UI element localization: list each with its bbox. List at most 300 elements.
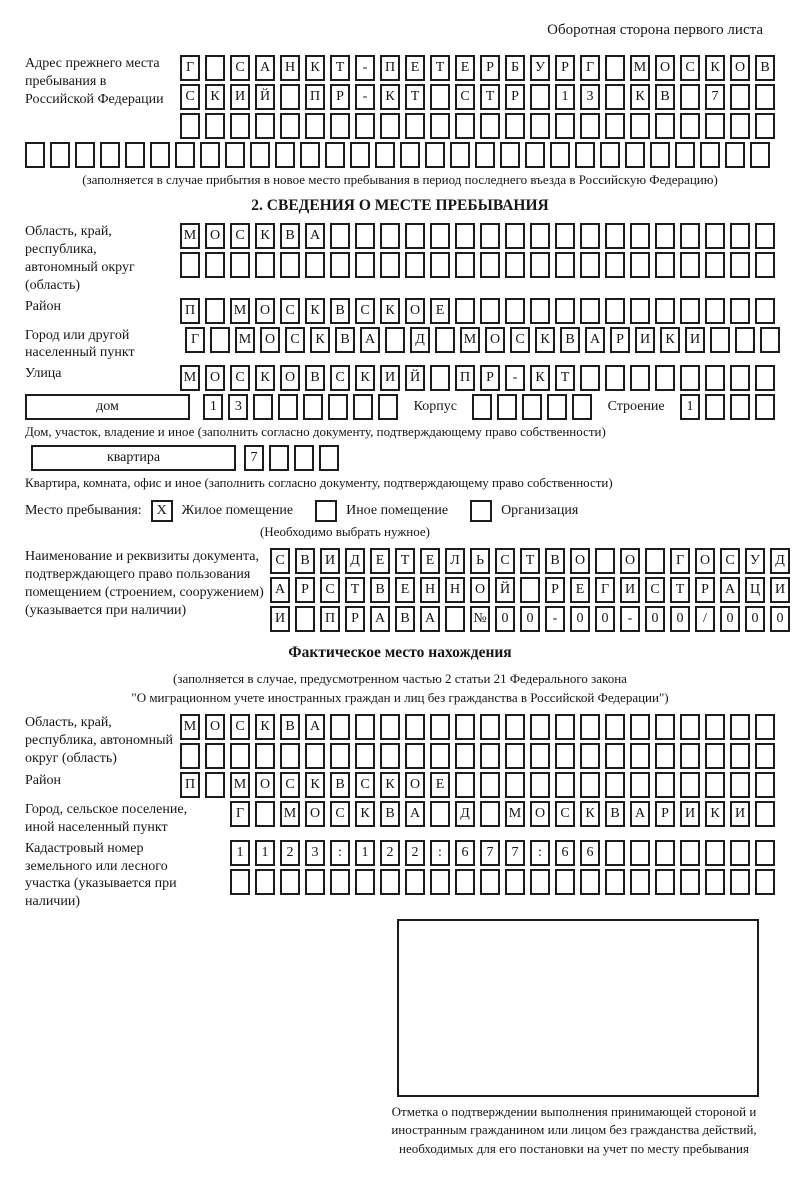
char-cell[interactable]: В: [395, 606, 415, 632]
char-cell[interactable]: [605, 714, 625, 740]
char-cell[interactable]: К: [535, 327, 555, 353]
char-cell[interactable]: [730, 869, 750, 895]
char-cell[interactable]: Г: [595, 577, 615, 603]
char-cell[interactable]: [205, 772, 225, 798]
char-cell[interactable]: [125, 142, 145, 168]
char-cell[interactable]: [230, 743, 250, 769]
char-cell[interactable]: К: [305, 772, 325, 798]
char-cell[interactable]: 3: [228, 394, 248, 420]
char-cell[interactable]: 0: [520, 606, 540, 632]
char-cell[interactable]: [555, 113, 575, 139]
char-cell[interactable]: [680, 743, 700, 769]
char-cell[interactable]: [595, 548, 615, 574]
char-cell[interactable]: Б: [505, 55, 525, 81]
char-cell[interactable]: -: [355, 84, 375, 110]
char-cell[interactable]: С: [645, 577, 665, 603]
char-cell[interactable]: И: [730, 801, 750, 827]
char-cell[interactable]: О: [205, 223, 225, 249]
char-cell[interactable]: [353, 394, 373, 420]
char-cell[interactable]: [455, 298, 475, 324]
char-cell[interactable]: Е: [405, 55, 425, 81]
char-cell[interactable]: [405, 714, 425, 740]
char-cell[interactable]: -: [620, 606, 640, 632]
char-cell[interactable]: [730, 252, 750, 278]
char-cell[interactable]: [680, 113, 700, 139]
char-cell[interactable]: 0: [595, 606, 615, 632]
char-cell[interactable]: [580, 714, 600, 740]
char-cell[interactable]: 6: [580, 840, 600, 866]
zhiloe-checkbox[interactable]: X: [151, 500, 173, 522]
char-cell[interactable]: 0: [495, 606, 515, 632]
char-cell[interactable]: [505, 869, 525, 895]
char-cell[interactable]: [580, 223, 600, 249]
char-cell[interactable]: 0: [745, 606, 765, 632]
char-cell[interactable]: С: [230, 714, 250, 740]
char-cell[interactable]: 0: [770, 606, 790, 632]
char-cell[interactable]: Т: [555, 365, 575, 391]
char-cell[interactable]: 6: [555, 840, 575, 866]
char-cell[interactable]: [730, 394, 750, 420]
char-cell[interactable]: Й: [255, 84, 275, 110]
char-cell[interactable]: С: [330, 801, 350, 827]
char-cell[interactable]: [530, 298, 550, 324]
char-cell[interactable]: Р: [330, 84, 350, 110]
char-cell[interactable]: [555, 252, 575, 278]
char-cell[interactable]: В: [330, 298, 350, 324]
char-cell[interactable]: О: [570, 548, 590, 574]
char-cell[interactable]: Т: [345, 577, 365, 603]
char-cell[interactable]: [705, 298, 725, 324]
char-cell[interactable]: [605, 840, 625, 866]
char-cell[interactable]: [280, 252, 300, 278]
char-cell[interactable]: К: [255, 223, 275, 249]
char-cell[interactable]: [700, 142, 720, 168]
char-cell[interactable]: [505, 113, 525, 139]
char-cell[interactable]: [430, 84, 450, 110]
char-cell[interactable]: [605, 772, 625, 798]
char-cell[interactable]: 0: [720, 606, 740, 632]
char-cell[interactable]: [680, 840, 700, 866]
char-cell[interactable]: Ц: [745, 577, 765, 603]
char-cell[interactable]: 2: [405, 840, 425, 866]
char-cell[interactable]: [655, 365, 675, 391]
char-cell[interactable]: Т: [395, 548, 415, 574]
char-cell[interactable]: И: [685, 327, 705, 353]
char-cell[interactable]: К: [355, 801, 375, 827]
char-cell[interactable]: Й: [405, 365, 425, 391]
char-cell[interactable]: [650, 142, 670, 168]
char-cell[interactable]: [755, 801, 775, 827]
char-cell[interactable]: 7: [705, 84, 725, 110]
char-cell[interactable]: [255, 801, 275, 827]
char-cell[interactable]: №: [470, 606, 490, 632]
char-cell[interactable]: [520, 577, 540, 603]
char-cell[interactable]: Р: [545, 577, 565, 603]
char-cell[interactable]: [675, 142, 695, 168]
char-cell[interactable]: В: [280, 223, 300, 249]
char-cell[interactable]: [375, 142, 395, 168]
char-cell[interactable]: О: [405, 772, 425, 798]
char-cell[interactable]: [725, 142, 745, 168]
char-cell[interactable]: [630, 772, 650, 798]
char-cell[interactable]: [680, 714, 700, 740]
char-cell[interactable]: [580, 772, 600, 798]
char-cell[interactable]: С: [230, 223, 250, 249]
char-cell[interactable]: [480, 113, 500, 139]
char-cell[interactable]: [605, 869, 625, 895]
char-cell[interactable]: [655, 252, 675, 278]
char-cell[interactable]: А: [405, 801, 425, 827]
char-cell[interactable]: [430, 743, 450, 769]
char-cell[interactable]: [580, 743, 600, 769]
char-cell[interactable]: [380, 252, 400, 278]
char-cell[interactable]: [294, 445, 314, 471]
char-cell[interactable]: П: [380, 55, 400, 81]
char-cell[interactable]: [378, 394, 398, 420]
char-cell[interactable]: Т: [670, 577, 690, 603]
char-cell[interactable]: [755, 714, 775, 740]
char-cell[interactable]: [655, 113, 675, 139]
char-cell[interactable]: -: [355, 55, 375, 81]
char-cell[interactable]: [210, 327, 230, 353]
char-cell[interactable]: [530, 772, 550, 798]
char-cell[interactable]: [680, 252, 700, 278]
char-cell[interactable]: [705, 869, 725, 895]
char-cell[interactable]: [250, 142, 270, 168]
char-cell[interactable]: [75, 142, 95, 168]
char-cell[interactable]: [330, 223, 350, 249]
char-cell[interactable]: [430, 801, 450, 827]
char-cell[interactable]: [755, 394, 775, 420]
char-cell[interactable]: [555, 743, 575, 769]
char-cell[interactable]: [550, 142, 570, 168]
char-cell[interactable]: Г: [670, 548, 690, 574]
char-cell[interactable]: [455, 252, 475, 278]
char-cell[interactable]: [680, 84, 700, 110]
char-cell[interactable]: [605, 743, 625, 769]
char-cell[interactable]: [655, 869, 675, 895]
char-cell[interactable]: [205, 298, 225, 324]
char-cell[interactable]: [255, 743, 275, 769]
char-cell[interactable]: В: [295, 548, 315, 574]
char-cell[interactable]: М: [180, 223, 200, 249]
char-cell[interactable]: М: [460, 327, 480, 353]
char-cell[interactable]: 2: [380, 840, 400, 866]
char-cell[interactable]: [475, 142, 495, 168]
char-cell[interactable]: Е: [395, 577, 415, 603]
char-cell[interactable]: Р: [695, 577, 715, 603]
char-cell[interactable]: [330, 252, 350, 278]
char-cell[interactable]: 6: [455, 840, 475, 866]
char-cell[interactable]: -: [505, 365, 525, 391]
char-cell[interactable]: С: [355, 298, 375, 324]
char-cell[interactable]: В: [380, 801, 400, 827]
char-cell[interactable]: [575, 142, 595, 168]
char-cell[interactable]: Р: [610, 327, 630, 353]
char-cell[interactable]: [300, 142, 320, 168]
char-cell[interactable]: [355, 223, 375, 249]
char-cell[interactable]: Т: [520, 548, 540, 574]
char-cell[interactable]: [305, 252, 325, 278]
char-cell[interactable]: [655, 298, 675, 324]
char-cell[interactable]: [405, 743, 425, 769]
char-cell[interactable]: [605, 252, 625, 278]
char-cell[interactable]: С: [355, 772, 375, 798]
char-cell[interactable]: К: [255, 714, 275, 740]
char-cell[interactable]: 7: [480, 840, 500, 866]
char-cell[interactable]: [380, 113, 400, 139]
char-cell[interactable]: Р: [480, 55, 500, 81]
char-cell[interactable]: Т: [480, 84, 500, 110]
char-cell[interactable]: [180, 743, 200, 769]
char-cell[interactable]: С: [720, 548, 740, 574]
char-cell[interactable]: Т: [330, 55, 350, 81]
char-cell[interactable]: К: [705, 801, 725, 827]
char-cell[interactable]: И: [320, 548, 340, 574]
char-cell[interactable]: Е: [370, 548, 390, 574]
char-cell[interactable]: Е: [420, 548, 440, 574]
char-cell[interactable]: О: [205, 714, 225, 740]
char-cell[interactable]: М: [630, 55, 650, 81]
char-cell[interactable]: [555, 772, 575, 798]
char-cell[interactable]: [355, 743, 375, 769]
char-cell[interactable]: 0: [670, 606, 690, 632]
char-cell[interactable]: [275, 142, 295, 168]
char-cell[interactable]: С: [510, 327, 530, 353]
char-cell[interactable]: [630, 743, 650, 769]
char-cell[interactable]: О: [530, 801, 550, 827]
char-cell[interactable]: [380, 869, 400, 895]
char-cell[interactable]: [505, 743, 525, 769]
char-cell[interactable]: В: [560, 327, 580, 353]
char-cell[interactable]: С: [280, 298, 300, 324]
char-cell[interactable]: [530, 869, 550, 895]
char-cell[interactable]: [230, 869, 250, 895]
char-cell[interactable]: [50, 142, 70, 168]
char-cell[interactable]: К: [380, 298, 400, 324]
char-cell[interactable]: [505, 772, 525, 798]
char-cell[interactable]: [755, 869, 775, 895]
char-cell[interactable]: [175, 142, 195, 168]
char-cell[interactable]: 7: [244, 445, 264, 471]
char-cell[interactable]: [555, 869, 575, 895]
char-cell[interactable]: Н: [420, 577, 440, 603]
char-cell[interactable]: [480, 743, 500, 769]
char-cell[interactable]: [680, 772, 700, 798]
char-cell[interactable]: [555, 298, 575, 324]
char-cell[interactable]: [430, 113, 450, 139]
char-cell[interactable]: М: [180, 714, 200, 740]
char-cell[interactable]: [580, 365, 600, 391]
char-cell[interactable]: [278, 394, 298, 420]
char-cell[interactable]: Г: [180, 55, 200, 81]
char-cell[interactable]: Г: [185, 327, 205, 353]
char-cell[interactable]: Е: [570, 577, 590, 603]
char-cell[interactable]: [755, 298, 775, 324]
char-cell[interactable]: [705, 223, 725, 249]
char-cell[interactable]: [355, 252, 375, 278]
char-cell[interactable]: [605, 55, 625, 81]
char-cell[interactable]: О: [255, 772, 275, 798]
char-cell[interactable]: Т: [430, 55, 450, 81]
char-cell[interactable]: [380, 743, 400, 769]
char-cell[interactable]: [280, 84, 300, 110]
char-cell[interactable]: [525, 142, 545, 168]
char-cell[interactable]: К: [660, 327, 680, 353]
char-cell[interactable]: Р: [295, 577, 315, 603]
char-cell[interactable]: [605, 84, 625, 110]
char-cell[interactable]: [455, 743, 475, 769]
char-cell[interactable]: [480, 223, 500, 249]
char-cell[interactable]: [100, 142, 120, 168]
char-cell[interactable]: [405, 223, 425, 249]
char-cell[interactable]: В: [755, 55, 775, 81]
char-cell[interactable]: С: [285, 327, 305, 353]
char-cell[interactable]: [730, 772, 750, 798]
char-cell[interactable]: [755, 84, 775, 110]
char-cell[interactable]: С: [330, 365, 350, 391]
kvartira-type-box[interactable]: квартира: [31, 445, 236, 471]
char-cell[interactable]: К: [380, 84, 400, 110]
char-cell[interactable]: [750, 142, 770, 168]
char-cell[interactable]: [480, 252, 500, 278]
char-cell[interactable]: 7: [505, 840, 525, 866]
char-cell[interactable]: О: [405, 298, 425, 324]
char-cell[interactable]: К: [305, 298, 325, 324]
char-cell[interactable]: А: [270, 577, 290, 603]
char-cell[interactable]: [530, 113, 550, 139]
char-cell[interactable]: [480, 772, 500, 798]
char-cell[interactable]: Й: [495, 577, 515, 603]
char-cell[interactable]: [705, 252, 725, 278]
char-cell[interactable]: [350, 142, 370, 168]
char-cell[interactable]: [530, 714, 550, 740]
char-cell[interactable]: [605, 298, 625, 324]
char-cell[interactable]: [330, 869, 350, 895]
char-cell[interactable]: [180, 252, 200, 278]
char-cell[interactable]: [530, 252, 550, 278]
char-cell[interactable]: [680, 298, 700, 324]
char-cell[interactable]: [305, 113, 325, 139]
char-cell[interactable]: [355, 869, 375, 895]
char-cell[interactable]: [755, 113, 775, 139]
char-cell[interactable]: [405, 252, 425, 278]
char-cell[interactable]: [445, 606, 465, 632]
char-cell[interactable]: Р: [480, 365, 500, 391]
char-cell[interactable]: [455, 714, 475, 740]
char-cell[interactable]: [430, 252, 450, 278]
char-cell[interactable]: [705, 365, 725, 391]
char-cell[interactable]: [295, 606, 315, 632]
char-cell[interactable]: 1: [255, 840, 275, 866]
char-cell[interactable]: П: [320, 606, 340, 632]
char-cell[interactable]: [605, 365, 625, 391]
char-cell[interactable]: [605, 113, 625, 139]
char-cell[interactable]: [705, 772, 725, 798]
char-cell[interactable]: В: [335, 327, 355, 353]
char-cell[interactable]: И: [680, 801, 700, 827]
char-cell[interactable]: О: [255, 298, 275, 324]
char-cell[interactable]: [730, 223, 750, 249]
char-cell[interactable]: А: [630, 801, 650, 827]
char-cell[interactable]: К: [255, 365, 275, 391]
char-cell[interactable]: [205, 55, 225, 81]
char-cell[interactable]: К: [530, 365, 550, 391]
char-cell[interactable]: [605, 223, 625, 249]
char-cell[interactable]: А: [305, 714, 325, 740]
dom-type-box[interactable]: дом: [25, 394, 190, 420]
char-cell[interactable]: А: [370, 606, 390, 632]
char-cell[interactable]: И: [770, 577, 790, 603]
char-cell[interactable]: Р: [505, 84, 525, 110]
char-cell[interactable]: [735, 327, 755, 353]
char-cell[interactable]: [180, 113, 200, 139]
char-cell[interactable]: 1: [203, 394, 223, 420]
char-cell[interactable]: В: [280, 714, 300, 740]
char-cell[interactable]: [630, 298, 650, 324]
char-cell[interactable]: М: [180, 365, 200, 391]
char-cell[interactable]: [303, 394, 323, 420]
char-cell[interactable]: А: [720, 577, 740, 603]
char-cell[interactable]: И: [635, 327, 655, 353]
char-cell[interactable]: [330, 743, 350, 769]
char-cell[interactable]: [472, 394, 492, 420]
char-cell[interactable]: М: [230, 772, 250, 798]
char-cell[interactable]: [730, 84, 750, 110]
char-cell[interactable]: К: [310, 327, 330, 353]
char-cell[interactable]: [385, 327, 405, 353]
char-cell[interactable]: [655, 714, 675, 740]
char-cell[interactable]: [355, 714, 375, 740]
char-cell[interactable]: [755, 840, 775, 866]
char-cell[interactable]: О: [695, 548, 715, 574]
char-cell[interactable]: О: [620, 548, 640, 574]
char-cell[interactable]: О: [485, 327, 505, 353]
char-cell[interactable]: А: [585, 327, 605, 353]
char-cell[interactable]: [280, 113, 300, 139]
char-cell[interactable]: [730, 743, 750, 769]
char-cell[interactable]: -: [545, 606, 565, 632]
char-cell[interactable]: [580, 298, 600, 324]
char-cell[interactable]: [755, 743, 775, 769]
char-cell[interactable]: [205, 252, 225, 278]
char-cell[interactable]: [455, 772, 475, 798]
char-cell[interactable]: К: [305, 55, 325, 81]
char-cell[interactable]: К: [580, 801, 600, 827]
char-cell[interactable]: М: [230, 298, 250, 324]
char-cell[interactable]: [253, 394, 273, 420]
char-cell[interactable]: Д: [770, 548, 790, 574]
char-cell[interactable]: [705, 714, 725, 740]
char-cell[interactable]: М: [280, 801, 300, 827]
char-cell[interactable]: О: [730, 55, 750, 81]
char-cell[interactable]: [328, 394, 348, 420]
char-cell[interactable]: [200, 142, 220, 168]
char-cell[interactable]: К: [205, 84, 225, 110]
char-cell[interactable]: А: [360, 327, 380, 353]
char-cell[interactable]: :: [430, 840, 450, 866]
char-cell[interactable]: [730, 840, 750, 866]
char-cell[interactable]: [755, 252, 775, 278]
char-cell[interactable]: С: [270, 548, 290, 574]
char-cell[interactable]: /: [695, 606, 715, 632]
char-cell[interactable]: [230, 252, 250, 278]
char-cell[interactable]: [630, 223, 650, 249]
char-cell[interactable]: [680, 365, 700, 391]
char-cell[interactable]: [205, 743, 225, 769]
char-cell[interactable]: [530, 84, 550, 110]
char-cell[interactable]: [325, 142, 345, 168]
